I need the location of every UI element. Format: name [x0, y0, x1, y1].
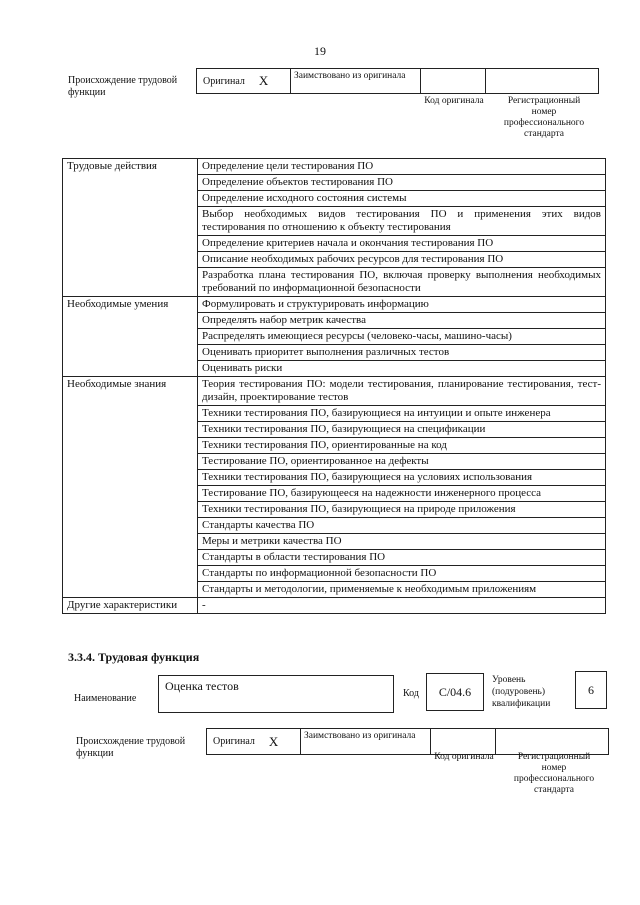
section-heading: Необходимые умения — [63, 297, 198, 377]
table-cell: Техники тестирования ПО, базирующиеся на условиях использования — [198, 470, 606, 486]
table-cell: Выбор необходимых видов тестирования ПО и применения этих видов тестирования по отношению к объекту тестирования — [198, 207, 606, 236]
table-cell: Описание необходимых рабочих ресурсов для тестирования ПО — [198, 252, 606, 268]
table-cell: Формулировать и структурировать информацию — [198, 297, 606, 313]
table-cell: Техники тестирования ПО, базирующиеся на спецификации — [198, 422, 606, 438]
table-cell: Техники тестирования ПО, базирующиеся на интуиции и опыте инженера — [198, 406, 606, 422]
name-label: Наименование — [74, 693, 137, 704]
original-mark-bottom: X — [268, 733, 279, 749]
section-heading: Другие характеристики — [63, 598, 198, 614]
borrowed-cell: Заимствовано из оригинала — [291, 69, 421, 93]
table-cell: Стандарты и методологии, применяемые к необходимым приложениям — [198, 582, 606, 598]
origin-label-bottom: Происхождение трудовой функции — [76, 736, 186, 759]
table-row — [63, 159, 606, 175]
reg-number-caption: Регистрационный номер профессионального стандарта — [503, 96, 585, 139]
table-cell: Меры и метрики качества ПО — [198, 534, 606, 550]
table-cell: Разработка плана тестирования ПО, включая проверку выполнения необходимых требований по информационной безопасности — [198, 268, 606, 297]
code-original-caption-bottom: Код оригинала — [434, 752, 494, 762]
table-cell: Определение критериев начала и окончания тестирования ПО — [198, 236, 606, 252]
table-cell: - — [198, 598, 606, 614]
level-field: 6 — [575, 671, 607, 709]
table-cell: Стандарты качества ПО — [198, 518, 606, 534]
section-heading: Необходимые знания — [63, 377, 198, 598]
table-cell: Стандарты в области тестирования ПО — [198, 550, 606, 566]
code-cell — [421, 69, 486, 93]
table-cell: Определение исходного состояния системы — [198, 191, 606, 207]
table-cell: Определять набор метрик качества — [198, 313, 606, 329]
table-cell: Техники тестирования ПО, ориентированные на код — [198, 438, 606, 454]
table-row — [63, 377, 606, 406]
reg-number-cell — [486, 69, 598, 93]
original-cell — [197, 69, 291, 93]
original-label-bottom: Оригинал — [213, 736, 255, 747]
table-row — [63, 598, 606, 614]
table-cell: Оценивать приоритет выполнения различных тестов — [198, 345, 606, 361]
page-number: 19 — [314, 44, 326, 58]
table-cell: Теория тестирования ПО: модели тестирования, планирование тестирования, тест-дизайн, проектирование тестов — [198, 377, 606, 406]
function-requirements-table — [62, 158, 606, 614]
table-cell: Стандарты по информационной безопасности ПО — [198, 566, 606, 582]
table-row — [63, 297, 606, 313]
reg-number-caption-bottom: Регистрационный номер профессионального стандарта — [513, 752, 595, 795]
code-original-caption: Код оригинала — [424, 96, 484, 106]
code-cell-bottom — [431, 729, 496, 754]
table-cell: Оценивать риски — [198, 361, 606, 377]
origin-label: Происхождение трудовой функции — [68, 75, 178, 98]
code-label: Код — [403, 688, 419, 699]
function-name-field: Оценка тестов — [158, 675, 394, 713]
borrowed-cell-bottom: Заимствовано из оригинала — [301, 729, 431, 754]
table-cell: Распределять имеющиеся ресурсы (человеко-часы, машино-часы) — [198, 329, 606, 345]
original-cell-bottom — [207, 729, 301, 754]
section-title: 3.3.4. Трудовая функция — [68, 650, 200, 664]
section-heading: Трудовые действия — [63, 159, 198, 297]
original-label: Оригинал — [203, 75, 245, 87]
original-mark: X — [258, 73, 269, 88]
function-code-field: C/04.6 — [426, 673, 484, 711]
table-cell: Определение объектов тестирования ПО — [198, 175, 606, 191]
table-cell: Тестирование ПО, ориентированное на дефекты — [198, 454, 606, 470]
origin-table — [196, 68, 599, 94]
level-label: Уровень (подуровень) квалификации — [492, 675, 551, 709]
reg-number-cell-bottom — [496, 729, 608, 754]
origin-table-bottom — [206, 728, 609, 755]
table-cell: Техники тестирования ПО, базирующиеся на природе приложения — [198, 502, 606, 518]
table-cell: Определение цели тестирования ПО — [198, 159, 606, 175]
table-cell: Тестирование ПО, базирующееся на надежности инженерного процесса — [198, 486, 606, 502]
